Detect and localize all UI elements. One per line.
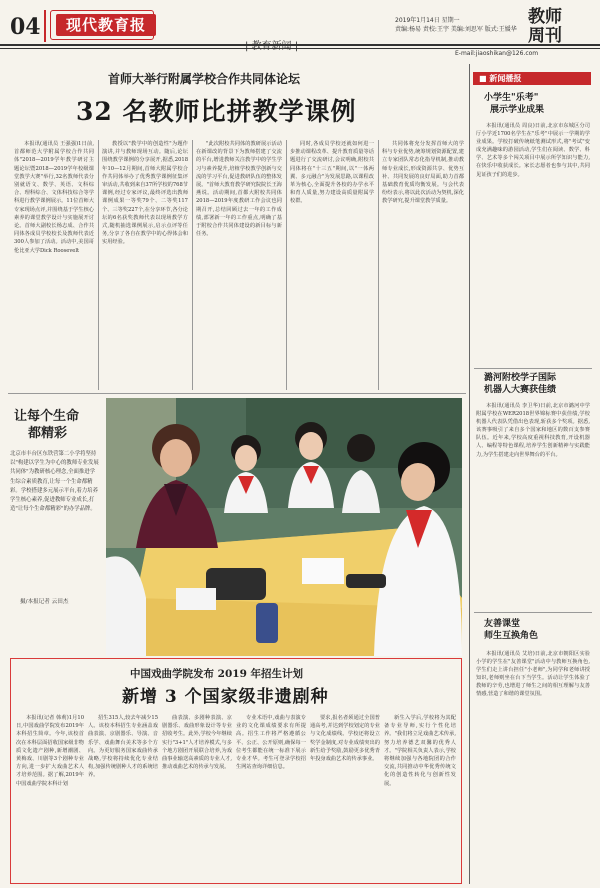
brief-2-title: 潞河附校学子国际 机器人大赛获佳绩: [484, 373, 557, 395]
article1-column-5: 共同体将充分发挥首师大的学科与专业优势,统筹规划资源配置,建立专家团队常态化指导机制,推动教师专业成长,形成资源共享、优势互补、共同发展的良好局面,助力首都基础教育优质均衡发展。与会代表纷纷表示,将以此次活动为契机,深化教学研究,提升课堂教学质量。: [382, 141, 464, 205]
article1-column-2: 教授以"教学中的创造性"为题作演讲,并与教师现场互动。随后,论坛围绕教学课例的分享展开,据悉,2018年10—12月期间,首师大附属学校合作共同体举办了优秀教学课例征集评审活动,共收到来自37所学校的768节课例,经过专家评议,最终评选出教师课例成果一等奖79个、二等奖117个、三等奖227个,在分享环节,各分论坛的6名获奖教师代表以现场教学方式,随机抽选课例展示,启示点评等任务,分享了各自在教学中的心得体会和实用经验。: [102, 141, 188, 246]
contact-email: E-mail:jiaoshikan@126.com: [455, 50, 539, 57]
newspaper-logo: 现代教育报: [56, 14, 156, 36]
article2-subtitle: 中国戏曲学院发布 2019 年招生计划: [130, 668, 304, 680]
page-header: [0, 0, 600, 58]
header-rule: [0, 44, 600, 46]
page-number: 04: [10, 14, 41, 40]
column-divider: [286, 140, 287, 390]
classroom-photo-illustration: [106, 398, 462, 656]
header-divider: [44, 10, 46, 42]
photo-credit: 摄/本报记者 云田杰: [20, 599, 69, 605]
brief-2-body: 本报讯(通讯员 李卫华)日前,北京市潞河中学附属学校在WER2018世界锦标赛中获佳绩,学校机器人代表队凭借出色表现,斩获多个奖项。据悉,该赛事吸引了来自多个国家和地区的数百支参赛队伍。近年来,学校高度重视科技教育,开设机器人、编程等特色课程,培养学生创新精神与实践能力,为学生搭建走向世界舞台的平台。: [476, 403, 590, 458]
article1-column-3: "此次附校共同体的教研展示活动在新课改的背景下为教师搭建了交流的平台,增进教师关注教学中的学生学习与素养提升,培植学校教学创新与交流的学习平台,促进教研队伍的整体发展。"首师大教育教学研究院院长王海燕说。活动期间,首都大附校共同体2018—2019年度教研工作会议也同期召开,总结回顾过去一年的工作成绩,部署新一年的工作重点,明确了基于附校合作共同体建设的新目标与新任务。: [196, 141, 282, 238]
sidebar-divider: [469, 64, 470, 884]
section-name: | 教育新闻 |: [245, 41, 299, 52]
header-rule-thin: [0, 48, 600, 49]
brief-3-title: 友善课堂 师生互换角色: [484, 619, 539, 641]
brief-divider: [474, 612, 592, 613]
article1-column-4: 同时,各成员学校还就如何进一步推动课程改革、提升教育质量等话题进行了交流研讨,会议明确,附校共同体将在"十三五"期间,以"一体两翼、多元融合"为发展思路,以课程改革为核心,全面提升各校的办学水平和育人质量,努力建设高质量附属学校群。: [290, 141, 374, 205]
brief-1-body: 本报讯(通讯员 周良)日前,北京市东城区分司厅小学近1700名学生在"乐考"中展示一学期的学业成果。学校打破传统纸笔测试形式,将"考试"变成充满趣味的游园活动,学生们在阅读、数学、科学、艺术等多个闯关项目中展示所学知识与能力,在快乐中收获成长。家长志愿者也参与其中,共同见证孩子们的进步。: [476, 123, 590, 178]
photo-caption-title: 让每个生命 都精彩: [14, 409, 80, 441]
column-divider: [378, 140, 379, 390]
article2-column-6: 新生入学后,学校将为其配备专业导师,实行个性化培养。"我们将立足戏曲艺术传承,努力培养德艺双馨的优秀人才。"学院相关负责人表示,学校将继续加强与各地院团的合作交流,共同推动中华优秀传统文化的创造性转化与创新性发展。: [384, 715, 456, 787]
article2-column-1: 本报讯(记者 韩莉)1月10日,中国戏曲学院发布2019年本科招生简章。今年,该校首次在本科层面招收国家级非物质文化遗产剧种,新增潮剧、黄梅戏、川剧等3个剧种专业方向,进一步扩大戏曲艺术人才培养范围。据了解,2019年中国戏曲学院本科计划: [16, 715, 84, 787]
photo-caption-body: 北京市丰台区东铁营第二小学将坚持以"构建以学生为中心的教师专业发展共同体"为教研核心理念,全面推进学生综合素质教育,让每一个生命都精彩。学校搭建多元展示平台,着力培养学生核心素养,促进教师专业成长,打造"让每个生命都精彩"的办学品牌。: [10, 451, 99, 513]
column-divider: [98, 140, 99, 390]
article1-column-1: 本报讯(通讯员 王强强)1日前,首都师范大学附属学校合作共同体"2018—2019学年教学研讨主题论坛暨2018—2019学年校级课堂教学大赛"举行,32名教师代表分别就语文、数学、英语、文科综合、理科综合、文体科技综合等学科进行教学课例展示。11位首师大专家现场点评,并围绕基于学生核心素养的课堂教学设计与实施展开讨论。首师大副校长杨志成、合作共同体各成员学校校长及教师代表近300人参加了活动。活动中,美国哥伦比亚大学Dick Roosevelt: [14, 141, 94, 254]
section-divider: [8, 393, 466, 394]
article2-column-4: 专业术语中,戏曲与表演专业的文化课成绩要求有所提高。招生工作将严格遵循公平、公正、公开原则,确保每一位考生都能在统一标准下展示专业才华。考生可登录学校招生网站查询详细信息。: [236, 715, 306, 771]
classroom-photo: [106, 398, 462, 656]
brief-3-body: 本报讯(通讯员 艾培)日前,北京市朝阳区实验小学的学生在"友善课堂"活动中与教师互换角色,学生们走上讲台担任"小老师",为同学和老师讲授知识,老师则坐在台下当学生。活动让学生体验了教师的辛劳,也增进了师生之间的相互理解与友善情感,营造了和谐的课堂氛围。: [476, 651, 590, 698]
news-brief-label: ■ 新闻播报: [479, 74, 522, 83]
article2-column-5: 要求,报名者须通过全国普通高考,并达到学校划定的专业与文化成绩线。学校还将设立奖学金制度,对专业成绩突出的新生给予奖励,鼓励更多优秀青年投身戏曲艺术的传承事业。: [310, 715, 380, 763]
brief-1-title: 小学生"乐考" 展示学业成果: [484, 93, 545, 115]
article1-headline: 32 名教师比拼教学课例: [76, 97, 357, 126]
article2-headline: 新增 3 个国家级非遗剧种: [122, 687, 329, 707]
issue-meta: 2019年1月14日 星期一 责编:杨易 责校:王宇 美编:刘思军 版式:王媛华: [395, 17, 517, 33]
column-divider: [192, 140, 193, 390]
supplement-title: 教师 周刊: [528, 7, 562, 46]
article2-column-3: 曲表演、多剧种表演、京剧器乐、戏曲形象设计等专业招收考生。此外,学校今年继续实行"3+1"人才培养模式,与多个地方剧团开展联合培养,为戏曲事业输送高素质的专业人才,推动戏曲艺术的传承与发展。: [162, 715, 232, 771]
article2-column-2: 招生315人,较去年减少15人。该校本科招生专业涵盖戏曲表演、京剧器乐、导演、音乐学、戏曲舞台美术等多个方向。为更好服务国家戏曲传承战略,学校将持续优化专业结构,加强传统剧种人才的系统培养。: [88, 715, 158, 779]
article1-subtitle: 首师大举行附属学校合作共同体论坛: [108, 72, 301, 86]
brief-divider: [474, 368, 592, 369]
